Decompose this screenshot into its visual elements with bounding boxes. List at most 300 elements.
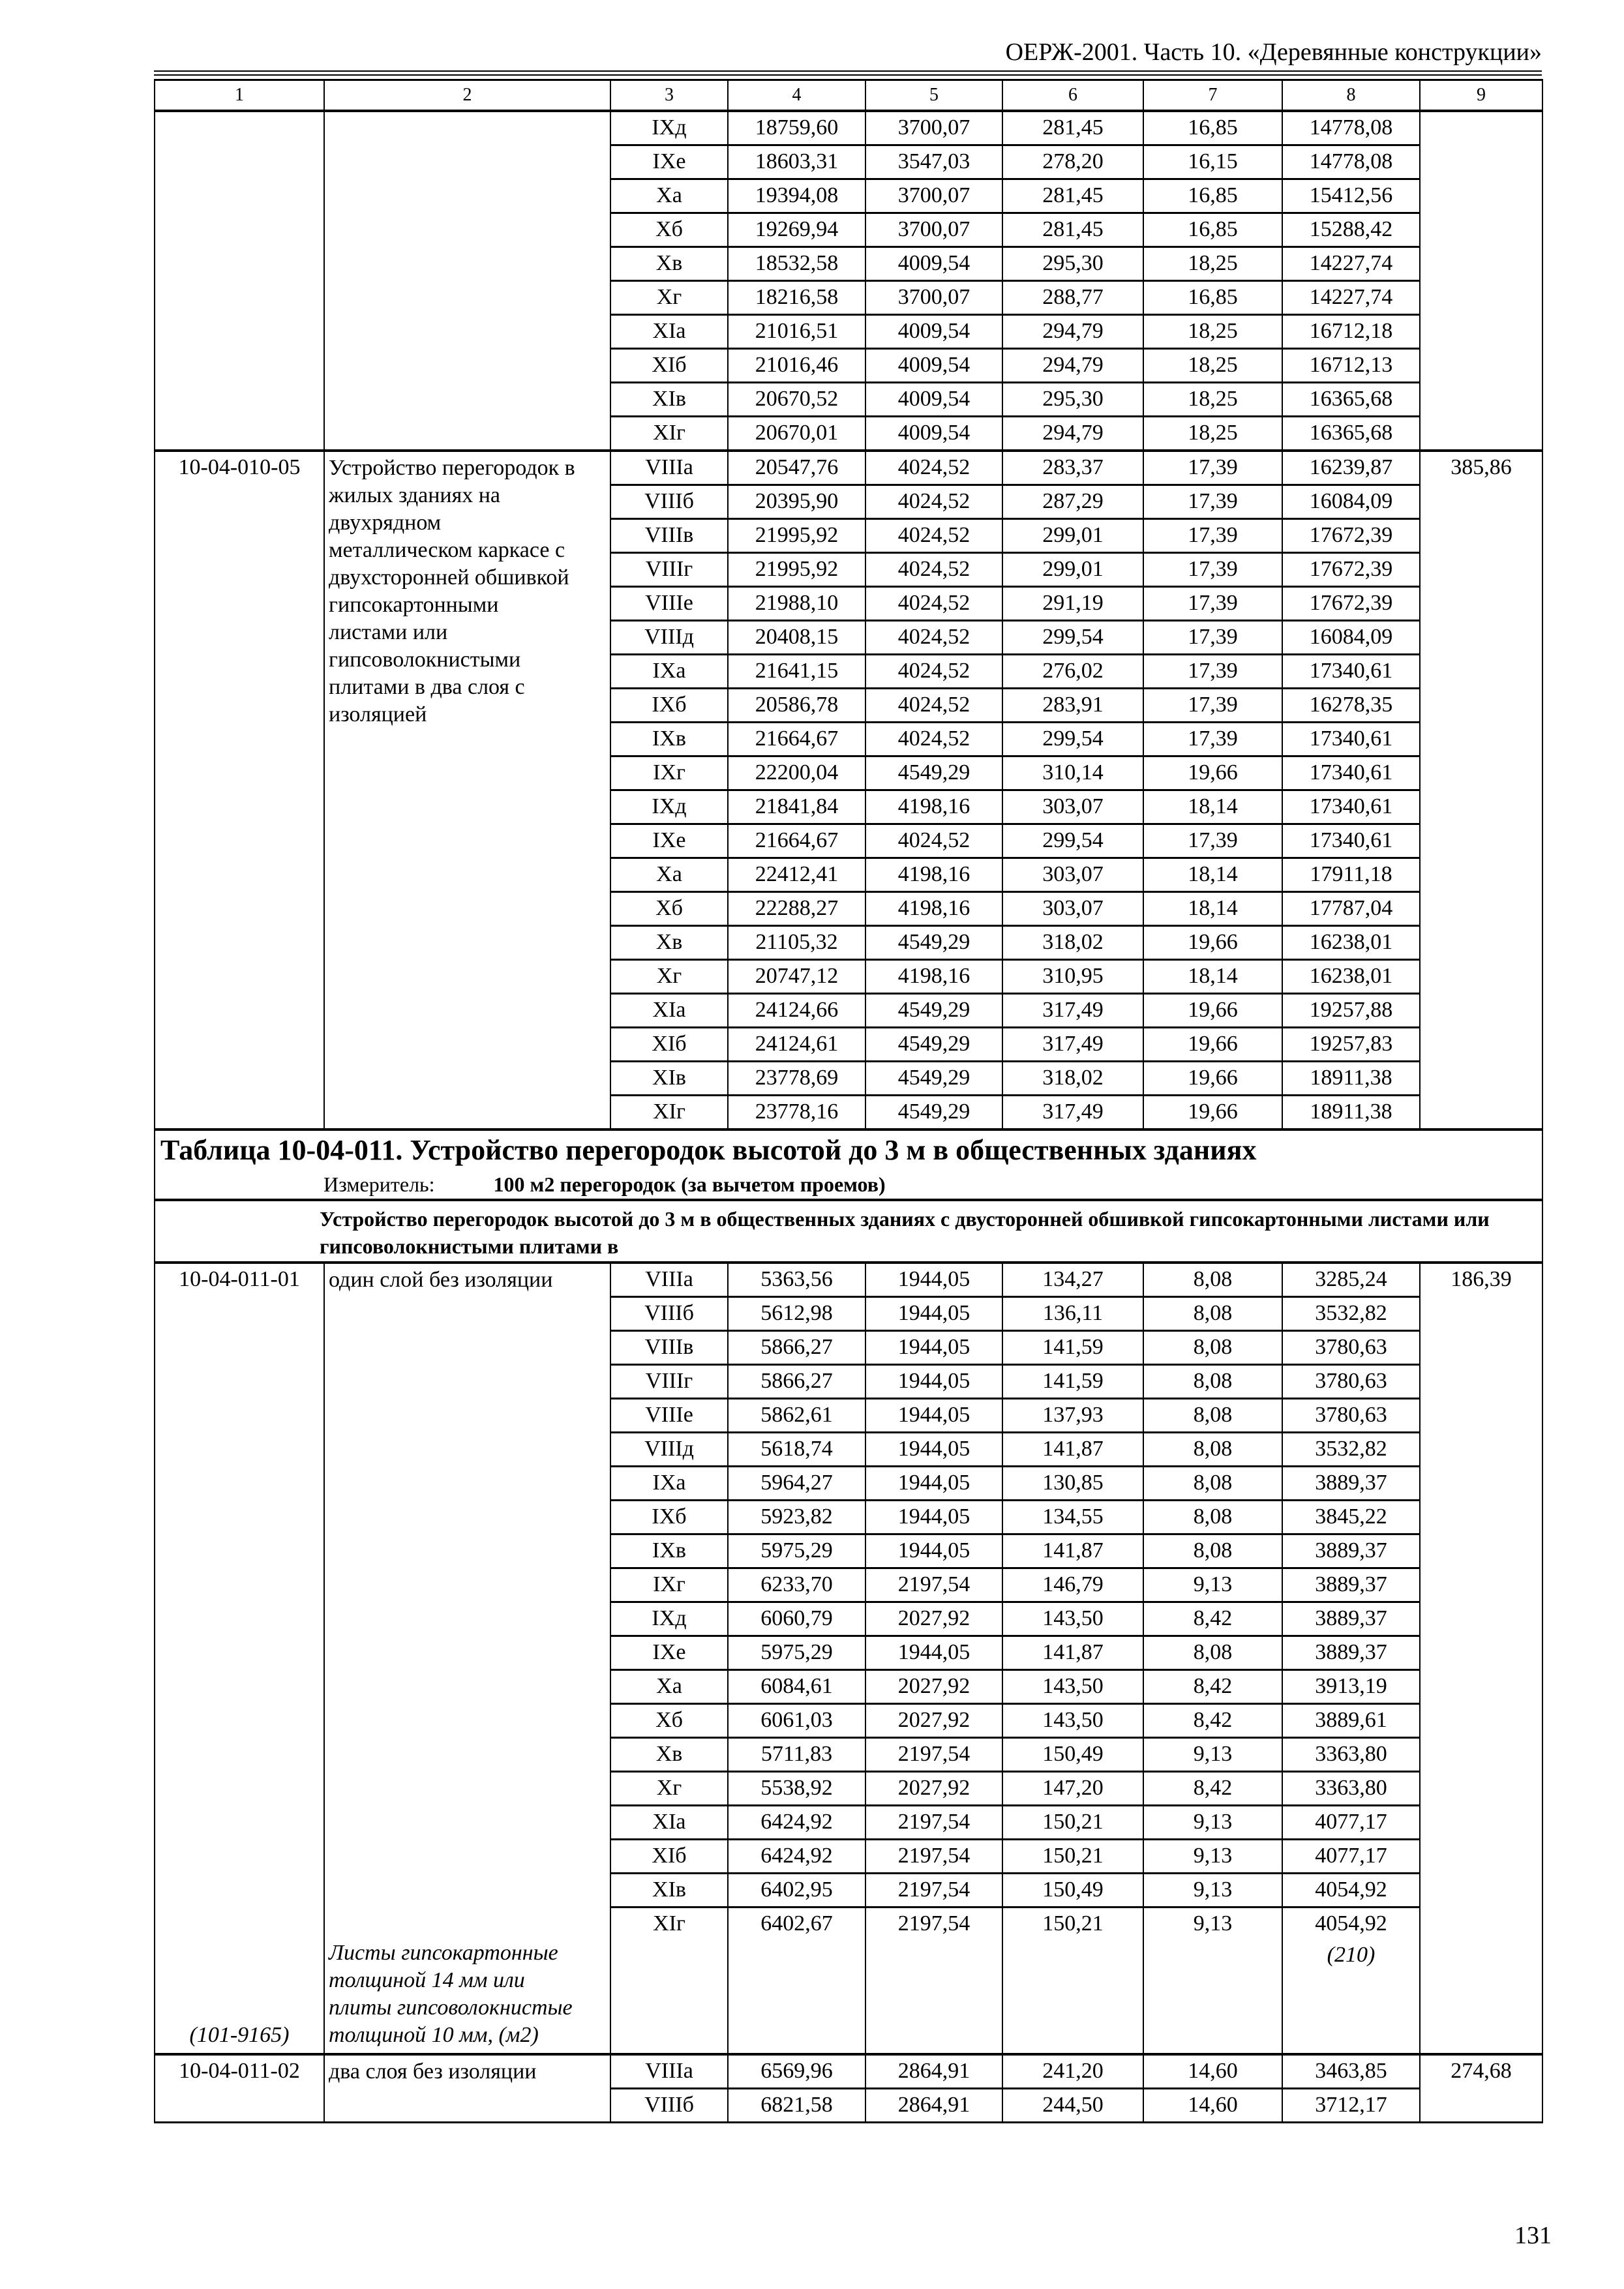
value-cell-5: 4198,16 — [865, 892, 1002, 926]
value-cell-6: 143,50 — [1002, 1602, 1143, 1636]
value-cell-4: 21641,15 — [728, 655, 865, 689]
value-cell-8: 16084,09 — [1282, 485, 1420, 519]
value-cell-8: 3463,85 — [1282, 2054, 1420, 2089]
value-cell-4: 18759,60 — [728, 111, 865, 145]
value-cell-4: 21016,51 — [728, 315, 865, 349]
value-cell-6: 283,91 — [1002, 689, 1143, 723]
value-cell-8: 18911,38 — [1282, 1096, 1420, 1130]
zone-cell: Xб — [610, 213, 728, 247]
column-number: 3 — [610, 80, 728, 112]
work-description-text: один слой без изоляции — [329, 1268, 553, 1292]
value-cell-4: 21664,67 — [728, 824, 865, 858]
value-cell-7: 17,39 — [1143, 723, 1282, 756]
value-cell-6: 317,49 — [1002, 1028, 1143, 1062]
zone-cell: XIа — [610, 1806, 728, 1840]
value-cell-8: 3889,37 — [1282, 1534, 1420, 1568]
value-cell-8 — [1282, 1908, 1420, 2055]
resource-code-note: (101-9165) — [189, 2023, 290, 2047]
value-text: 4054,92 — [1315, 1911, 1387, 1936]
table-title-cell — [155, 1130, 1542, 1200]
value-cell-7: 8,08 — [1143, 1636, 1282, 1670]
value-cell-8: 16365,68 — [1282, 417, 1420, 451]
value-cell-8: 3889,37 — [1282, 1636, 1420, 1670]
value-cell-6: 141,87 — [1002, 1534, 1143, 1568]
value-cell-4: 6402,95 — [728, 1874, 865, 1908]
value-cell-6: 294,79 — [1002, 417, 1143, 451]
value-cell-6: 317,49 — [1002, 1096, 1143, 1130]
value-cell-5: 1944,05 — [865, 1636, 1002, 1670]
zone-cell: IXб — [610, 689, 728, 723]
value-cell-4: 23778,16 — [728, 1096, 865, 1130]
value-cell-8: 16278,35 — [1282, 689, 1420, 723]
value-cell-6: 134,27 — [1002, 1263, 1143, 1297]
value-cell-5: 2864,91 — [865, 2089, 1002, 2123]
value-cell-4: 18216,58 — [728, 281, 865, 315]
value-cell-5: 4549,29 — [865, 756, 1002, 790]
zone-cell: VIIIг — [610, 553, 728, 587]
value-cell-4: 24124,61 — [728, 1028, 865, 1062]
value-cell-7: 9,13 — [1143, 1908, 1282, 2055]
value-cell-8: 16238,01 — [1282, 960, 1420, 994]
value-cell-4: 5862,61 — [728, 1399, 865, 1433]
value-cell-5: 4024,52 — [865, 689, 1002, 723]
value-cell-7: 14,60 — [1143, 2089, 1282, 2123]
value-cell-6: 150,21 — [1002, 1908, 1143, 2055]
value-cell-6: 278,20 — [1002, 145, 1143, 179]
value-cell-4: 5711,83 — [728, 1738, 865, 1772]
value-cell-6: 299,54 — [1002, 621, 1143, 655]
value-cell-6: 276,02 — [1002, 655, 1143, 689]
column-number: 1 — [155, 80, 324, 112]
value-cell-8: 3285,24 — [1282, 1263, 1420, 1297]
value-cell-7: 14,60 — [1143, 2054, 1282, 2089]
zone-cell: XIг — [610, 1908, 728, 2055]
page-number: 131 — [1514, 2222, 1552, 2249]
value-cell-8: 3363,80 — [1282, 1738, 1420, 1772]
value-cell-7: 17,39 — [1143, 824, 1282, 858]
value-cell-5: 4549,29 — [865, 926, 1002, 960]
value-cell-4: 21664,67 — [728, 723, 865, 756]
value-cell-4: 5964,27 — [728, 1467, 865, 1501]
table-row — [155, 2054, 1542, 2089]
zone-cell: VIIIа — [610, 451, 728, 485]
value-cell-7: 19,66 — [1143, 994, 1282, 1028]
value-cell-7: 17,39 — [1143, 485, 1282, 519]
zone-cell: XIв — [610, 383, 728, 417]
value-cell-5: 4549,29 — [865, 994, 1002, 1028]
value-cell-8: 3780,63 — [1282, 1331, 1420, 1365]
value-cell-4: 5612,98 — [728, 1297, 865, 1331]
resource-description-note: Листы гипсокартонные толщиной 14 мм или плиты гипсоволокнистые толщиной 10 мм, (м2) — [329, 1941, 573, 2047]
value-cell-8: 17340,61 — [1282, 723, 1420, 756]
value-cell-4: 22200,04 — [728, 756, 865, 790]
value-cell-5: 3700,07 — [865, 179, 1002, 213]
column-number: 7 — [1143, 80, 1282, 112]
value-cell-4: 5975,29 — [728, 1534, 865, 1568]
value-cell-8: 3913,19 — [1282, 1670, 1420, 1704]
value-cell-5: 4549,29 — [865, 1028, 1002, 1062]
value-cell-6: 241,20 — [1002, 2054, 1143, 2089]
value-cell-7: 8,08 — [1143, 1534, 1282, 1568]
value-cell-7: 19,66 — [1143, 1096, 1282, 1130]
rate-code-text: 10-04-010-05 — [178, 455, 301, 479]
value-cell-5: 2027,92 — [865, 1772, 1002, 1806]
rates-table — [154, 79, 1543, 2123]
value-cell-7: 16,85 — [1143, 179, 1282, 213]
value-cell-8: 17672,39 — [1282, 587, 1420, 621]
zone-cell: XIв — [610, 1874, 728, 1908]
value-cell-5: 1944,05 — [865, 1501, 1002, 1534]
value-cell-6: 150,21 — [1002, 1840, 1143, 1874]
value-cell-4: 20547,76 — [728, 451, 865, 485]
value-cell-5: 4009,54 — [865, 315, 1002, 349]
value-cell-6: 130,85 — [1002, 1467, 1143, 1501]
value-cell-7: 19,66 — [1143, 926, 1282, 960]
value-cell-7: 17,39 — [1143, 451, 1282, 485]
value-cell-5: 4024,52 — [865, 485, 1002, 519]
value-cell-5: 4024,52 — [865, 655, 1002, 689]
value-cell-4: 19269,94 — [728, 213, 865, 247]
value-cell-8: 3780,63 — [1282, 1399, 1420, 1433]
value-cell-7: 8,42 — [1143, 1772, 1282, 1806]
value-cell-6: 303,07 — [1002, 892, 1143, 926]
work-description — [324, 1263, 610, 2054]
value-cell-7: 18,14 — [1143, 960, 1282, 994]
value-cell-8: 17340,61 — [1282, 824, 1420, 858]
zone-cell: XIа — [610, 994, 728, 1028]
value-cell-7: 18,25 — [1143, 315, 1282, 349]
value-cell-4: 5923,82 — [728, 1501, 865, 1534]
value-cell-4: 20747,12 — [728, 960, 865, 994]
value-cell-4: 20408,15 — [728, 621, 865, 655]
value-cell-6: 299,54 — [1002, 723, 1143, 756]
zone-cell: IXа — [610, 1467, 728, 1501]
value-cell-5: 4024,52 — [865, 519, 1002, 553]
value-cell-6: 146,79 — [1002, 1568, 1143, 1602]
value-cell-4: 6084,61 — [728, 1670, 865, 1704]
value-cell-7: 16,85 — [1143, 111, 1282, 145]
value-cell-4: 22288,27 — [728, 892, 865, 926]
value-cell-6: 295,30 — [1002, 247, 1143, 281]
work-description-text: Устройство перегородок в жилых зданиях на двухрядном металлическом каркасе с двухсторонней обшивкой гипсокартонными листами или гипсоволокнистыми плитами в два слоя с изоляцией — [329, 456, 575, 726]
value-cell-7: 9,13 — [1143, 1738, 1282, 1772]
value-cell-8: 18911,38 — [1282, 1062, 1420, 1096]
work-description — [324, 451, 610, 1130]
value-cell-7: 18,14 — [1143, 892, 1282, 926]
value-cell-8: 17340,61 — [1282, 655, 1420, 689]
value-cell-5: 3700,07 — [865, 213, 1002, 247]
value-cell-7: 16,15 — [1143, 145, 1282, 179]
value-cell-7: 8,08 — [1143, 1331, 1282, 1365]
column-number-row — [155, 80, 1542, 112]
value-cell-5: 4549,29 — [865, 1096, 1002, 1130]
value-cell-8: 16238,01 — [1282, 926, 1420, 960]
header-rule — [154, 70, 1542, 72]
value-cell-7: 8,42 — [1143, 1670, 1282, 1704]
subheading-row — [155, 1200, 1542, 1263]
value-cell-6: 288,77 — [1002, 281, 1143, 315]
value-cell-4: 21016,46 — [728, 349, 865, 383]
value-cell-5: 2027,92 — [865, 1602, 1002, 1636]
value-cell-6: 137,93 — [1002, 1399, 1143, 1433]
value-cell-7: 17,39 — [1143, 519, 1282, 553]
value-cell-5: 4024,52 — [865, 553, 1002, 587]
work-description — [324, 111, 610, 451]
column-number: 8 — [1282, 80, 1420, 112]
table-title-row — [155, 1130, 1542, 1200]
value-cell-7: 9,13 — [1143, 1568, 1282, 1602]
value-cell-5: 1944,05 — [865, 1399, 1002, 1433]
zone-cell: VIIIв — [610, 519, 728, 553]
value-cell-8: 4077,17 — [1282, 1806, 1420, 1840]
zone-cell: Xв — [610, 926, 728, 960]
value-cell-4: 20586,78 — [728, 689, 865, 723]
value-cell-7: 17,39 — [1143, 587, 1282, 621]
measure-label: Измеритель: — [323, 1173, 435, 1196]
table-row — [155, 111, 1542, 145]
zone-cell: VIIIе — [610, 1399, 728, 1433]
column-9-value: 274,68 — [1420, 2054, 1542, 2123]
zone-cell: IXе — [610, 1636, 728, 1670]
value-cell-6: 281,45 — [1002, 179, 1143, 213]
value-cell-7: 18,14 — [1143, 790, 1282, 824]
value-cell-7: 18,25 — [1143, 383, 1282, 417]
measure-line — [160, 1170, 1538, 1199]
value-cell-4: 6821,58 — [728, 2089, 865, 2123]
value-cell-7: 9,13 — [1143, 1840, 1282, 1874]
value-cell-5: 4198,16 — [865, 858, 1002, 892]
value-cell-4: 6569,96 — [728, 2054, 865, 2089]
table-row — [155, 1263, 1542, 1297]
value-cell-5: 2027,92 — [865, 1670, 1002, 1704]
value-cell-8: 3363,80 — [1282, 1772, 1420, 1806]
rate-code-text: 10-04-011-01 — [179, 1267, 300, 1291]
value-cell-6: 287,29 — [1002, 485, 1143, 519]
value-cell-7: 17,39 — [1143, 621, 1282, 655]
value-cell-6: 141,87 — [1002, 1433, 1143, 1467]
value-cell-8: 17672,39 — [1282, 553, 1420, 587]
value-cell-8: 14778,08 — [1282, 111, 1420, 145]
zone-cell: IXе — [610, 824, 728, 858]
value-cell-4: 6424,92 — [728, 1840, 865, 1874]
value-cell-5: 4009,54 — [865, 417, 1002, 451]
zone-cell: VIIIб — [610, 485, 728, 519]
value-cell-7: 18,25 — [1143, 417, 1282, 451]
value-cell-4: 6402,67 — [728, 1908, 865, 2055]
value-cell-8: 3532,82 — [1282, 1433, 1420, 1467]
value-cell-6: 143,50 — [1002, 1670, 1143, 1704]
value-cell-5: 2027,92 — [865, 1704, 1002, 1738]
value-cell-6: 294,79 — [1002, 349, 1143, 383]
table-title: Таблица 10-04-011. Устройство перегородок высотой до 3 м в общественных зданиях — [160, 1134, 1257, 1166]
value-cell-8: 3712,17 — [1282, 2089, 1420, 2123]
value-cell-7: 19,66 — [1143, 756, 1282, 790]
value-cell-7: 9,13 — [1143, 1806, 1282, 1840]
value-cell-4: 6061,03 — [728, 1704, 865, 1738]
value-cell-5: 2197,54 — [865, 1874, 1002, 1908]
value-cell-8: 3845,22 — [1282, 1501, 1420, 1534]
zone-cell: IXг — [610, 1568, 728, 1602]
value-cell-8: 15288,42 — [1282, 213, 1420, 247]
value-cell-6: 141,59 — [1002, 1331, 1143, 1365]
value-cell-5: 4009,54 — [865, 349, 1002, 383]
work-description-text: два слоя без изоляции — [329, 2059, 537, 2084]
column-number: 6 — [1002, 80, 1143, 112]
value-cell-5: 2197,54 — [865, 1806, 1002, 1840]
value-cell-6: 150,21 — [1002, 1806, 1143, 1840]
zone-cell: VIIIе — [610, 587, 728, 621]
value-cell-6: 303,07 — [1002, 790, 1143, 824]
value-cell-4: 21995,92 — [728, 553, 865, 587]
value-cell-6: 317,49 — [1002, 994, 1143, 1028]
value-cell-8: 17911,18 — [1282, 858, 1420, 892]
value-cell-6: 141,87 — [1002, 1636, 1143, 1670]
zone-cell: IXд — [610, 790, 728, 824]
value-cell-5: 4198,16 — [865, 790, 1002, 824]
value-cell-8: 3889,61 — [1282, 1704, 1420, 1738]
zone-cell: Xб — [610, 892, 728, 926]
value-cell-5: 1944,05 — [865, 1433, 1002, 1467]
rate-code — [155, 2054, 324, 2123]
value-cell-6: 291,19 — [1002, 587, 1143, 621]
value-cell-6: 294,79 — [1002, 315, 1143, 349]
value-cell-4: 19394,08 — [728, 179, 865, 213]
value-cell-8: 16712,18 — [1282, 315, 1420, 349]
value-cell-4: 5618,74 — [728, 1433, 865, 1467]
column-9-value: 385,86 — [1420, 451, 1542, 1130]
value-cell-7: 19,66 — [1143, 1028, 1282, 1062]
zone-cell: IXв — [610, 1534, 728, 1568]
value-cell-5: 1944,05 — [865, 1331, 1002, 1365]
zone-cell: Xа — [610, 179, 728, 213]
value-cell-6: 143,50 — [1002, 1704, 1143, 1738]
zone-cell: VIIIг — [610, 1365, 728, 1399]
value-cell-5: 4024,52 — [865, 587, 1002, 621]
value-cell-8: 3889,37 — [1282, 1568, 1420, 1602]
value-cell-5: 2197,54 — [865, 1908, 1002, 2055]
value-cell-7: 17,39 — [1143, 655, 1282, 689]
value-cell-8: 3532,82 — [1282, 1297, 1420, 1331]
value-cell-6: 244,50 — [1002, 2089, 1143, 2123]
value-cell-7: 9,13 — [1143, 1874, 1282, 1908]
zone-cell: VIIIд — [610, 1433, 728, 1467]
value-cell-7: 8,08 — [1143, 1501, 1282, 1534]
value-cell-8: 16365,68 — [1282, 383, 1420, 417]
zone-cell: IXа — [610, 655, 728, 689]
value-cell-5: 4009,54 — [865, 383, 1002, 417]
value-cell-8: 17787,04 — [1282, 892, 1420, 926]
value-cell-6: 281,45 — [1002, 213, 1143, 247]
zone-cell: IXг — [610, 756, 728, 790]
resource-quantity-note: (210) — [1327, 1943, 1376, 1967]
value-cell-5: 1944,05 — [865, 1467, 1002, 1501]
value-cell-5: 1944,05 — [865, 1534, 1002, 1568]
zone-cell: VIIIа — [610, 1263, 728, 1297]
column-9-value: 186,39 — [1420, 1263, 1542, 2054]
zone-cell: XIб — [610, 349, 728, 383]
value-cell-8: 4054,92 — [1282, 1874, 1420, 1908]
value-cell-4: 23778,69 — [728, 1062, 865, 1096]
value-cell-4: 6060,79 — [728, 1602, 865, 1636]
value-cell-4: 21988,10 — [728, 587, 865, 621]
value-cell-7: 8,08 — [1143, 1365, 1282, 1399]
value-cell-8: 3889,37 — [1282, 1602, 1420, 1636]
zone-cell: Xг — [610, 960, 728, 994]
value-cell-5: 2197,54 — [865, 1840, 1002, 1874]
value-cell-8: 15412,56 — [1282, 179, 1420, 213]
value-cell-8: 3780,63 — [1282, 1365, 1420, 1399]
zone-cell: IXд — [610, 1602, 728, 1636]
value-cell-5: 2197,54 — [865, 1738, 1002, 1772]
value-cell-6: 299,01 — [1002, 519, 1143, 553]
value-cell-6: 318,02 — [1002, 1062, 1143, 1096]
value-cell-5: 4024,52 — [865, 621, 1002, 655]
value-cell-8: 3889,37 — [1282, 1467, 1420, 1501]
value-cell-4: 21105,32 — [728, 926, 865, 960]
value-cell-4: 5363,56 — [728, 1263, 865, 1297]
zone-cell: VIIIв — [610, 1331, 728, 1365]
value-cell-4: 6424,92 — [728, 1806, 865, 1840]
column-number: 2 — [324, 80, 610, 112]
value-cell-6: 310,14 — [1002, 756, 1143, 790]
value-cell-7: 16,85 — [1143, 281, 1282, 315]
value-cell-5: 3547,03 — [865, 145, 1002, 179]
rate-code — [155, 451, 324, 1130]
table-subheading: Устройство перегородок высотой до 3 м в общественных зданиях с двусторонней обшивкой гипсокартонными листами или гипсоволокнистыми плитами в — [155, 1200, 1542, 1263]
zone-cell: VIIIд — [610, 621, 728, 655]
zone-cell: Xа — [610, 1670, 728, 1704]
value-cell-4: 5975,29 — [728, 1636, 865, 1670]
zone-cell: XIг — [610, 1096, 728, 1130]
zone-cell: Xб — [610, 1704, 728, 1738]
value-cell-7: 8,08 — [1143, 1297, 1282, 1331]
value-cell-7: 18,25 — [1143, 349, 1282, 383]
value-cell-4: 5866,27 — [728, 1331, 865, 1365]
value-cell-5: 4549,29 — [865, 1062, 1002, 1096]
value-cell-7: 16,85 — [1143, 213, 1282, 247]
zone-cell: IXб — [610, 1501, 728, 1534]
zone-cell: VIIIб — [610, 1297, 728, 1331]
column-number: 5 — [865, 80, 1002, 112]
zone-cell: XIа — [610, 315, 728, 349]
value-cell-8: 16712,13 — [1282, 349, 1420, 383]
measure-value: 100 м2 перегородок (за вычетом проемов) — [493, 1173, 886, 1196]
value-cell-5: 3700,07 — [865, 111, 1002, 145]
value-cell-4: 22412,41 — [728, 858, 865, 892]
column-number: 4 — [728, 80, 865, 112]
value-cell-4: 20670,52 — [728, 383, 865, 417]
value-cell-4: 18532,58 — [728, 247, 865, 281]
value-cell-4: 20395,90 — [728, 485, 865, 519]
value-cell-6: 295,30 — [1002, 383, 1143, 417]
zone-cell: Xг — [610, 281, 728, 315]
value-cell-4: 21995,92 — [728, 519, 865, 553]
value-cell-7: 8,08 — [1143, 1399, 1282, 1433]
value-cell-6: 150,49 — [1002, 1738, 1143, 1772]
value-cell-7: 8,42 — [1143, 1602, 1282, 1636]
value-cell-6: 281,45 — [1002, 111, 1143, 145]
zone-cell: IXд — [610, 111, 728, 145]
value-cell-6: 303,07 — [1002, 858, 1143, 892]
value-cell-5: 1944,05 — [865, 1263, 1002, 1297]
value-cell-4: 24124,66 — [728, 994, 865, 1028]
value-cell-7: 18,25 — [1143, 247, 1282, 281]
zone-cell: XIг — [610, 417, 728, 451]
zone-cell: IXв — [610, 723, 728, 756]
zone-cell: Xа — [610, 858, 728, 892]
value-cell-5: 2864,91 — [865, 2054, 1002, 2089]
value-cell-5: 3700,07 — [865, 281, 1002, 315]
